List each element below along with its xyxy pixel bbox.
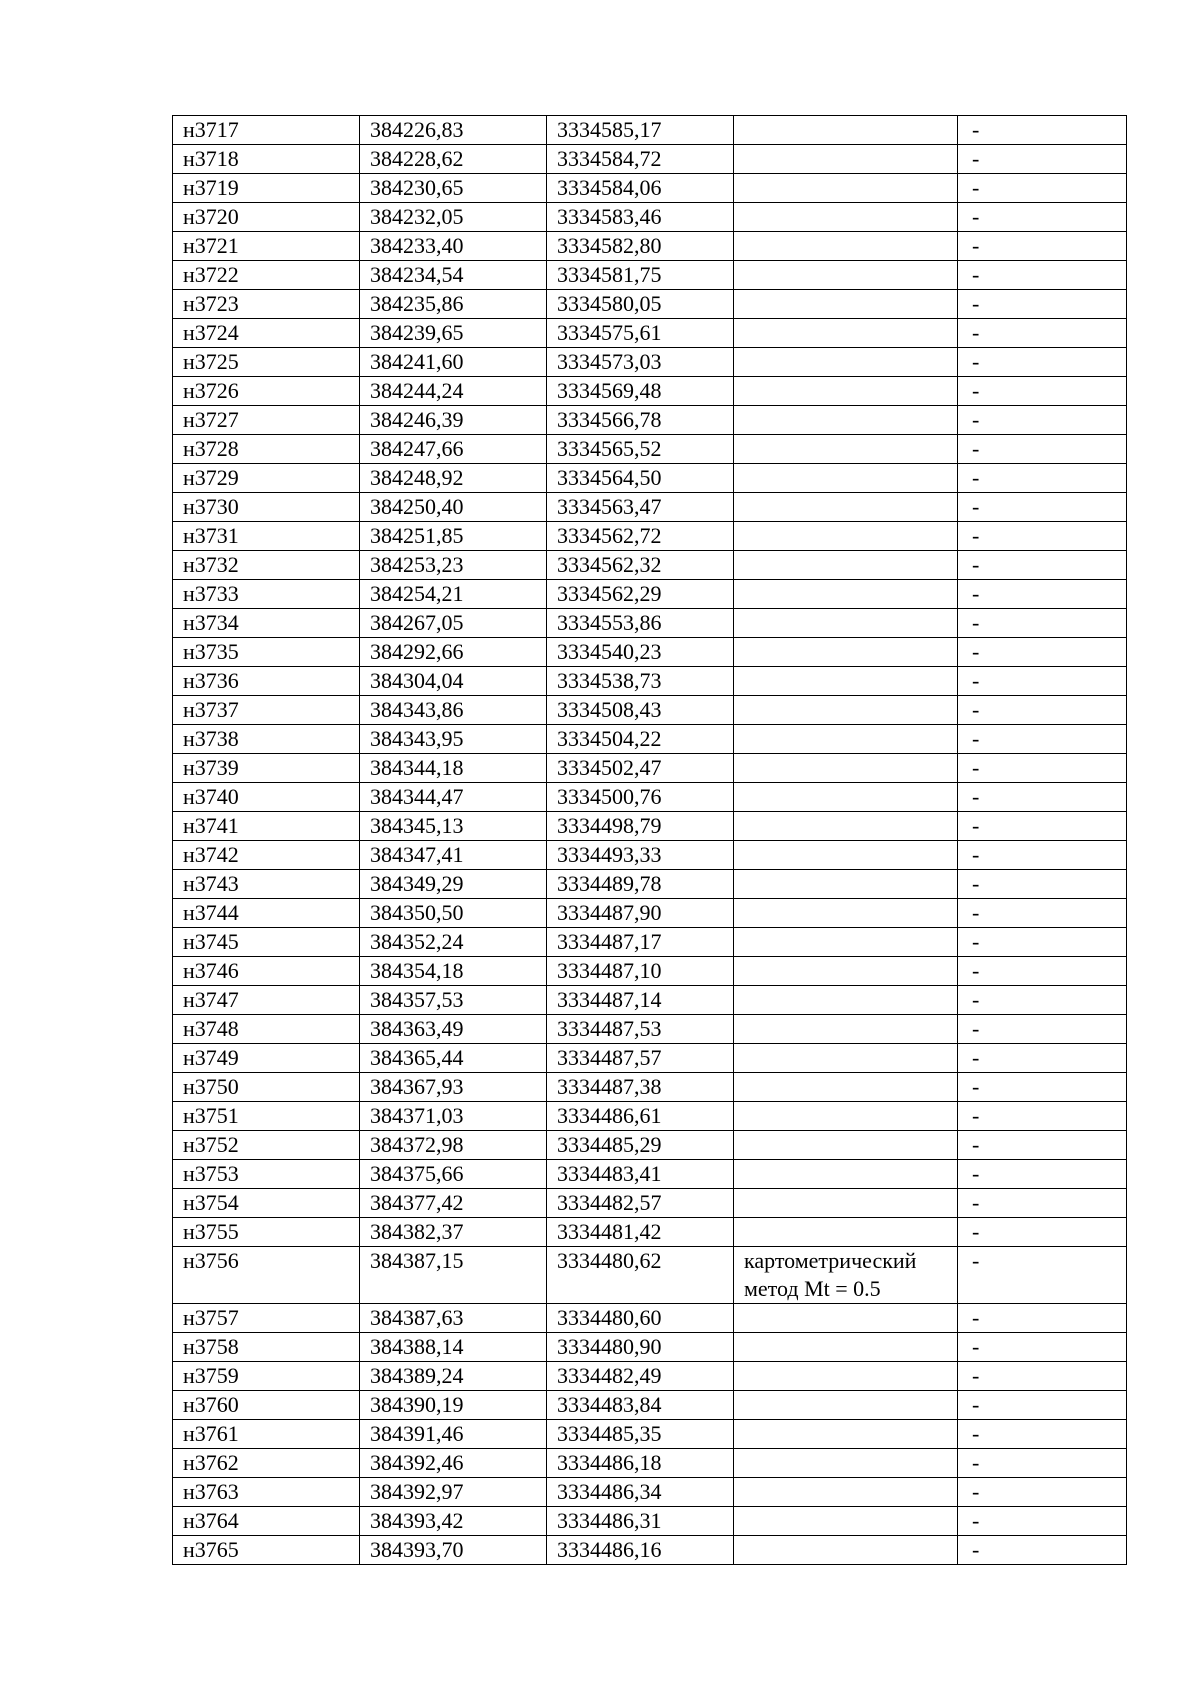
table-row	[173, 870, 1127, 899]
note-cell: -	[958, 696, 1127, 725]
method-cell	[734, 899, 958, 928]
note-cell: -	[958, 203, 1127, 232]
x-coordinate-cell: 384387,63	[360, 1304, 547, 1333]
method-cell	[734, 667, 958, 696]
table-row	[173, 1420, 1127, 1449]
note-cell: -	[958, 290, 1127, 319]
y-coordinate-cell: 3334564,50	[547, 464, 734, 493]
method-cell	[734, 1160, 958, 1189]
point-id-cell: н3728	[173, 435, 360, 464]
method-cell	[734, 290, 958, 319]
note-cell: -	[958, 1507, 1127, 1536]
x-coordinate-cell: 384375,66	[360, 1160, 547, 1189]
y-coordinate-cell: 3334487,17	[547, 928, 734, 957]
method-cell	[734, 145, 958, 174]
table-row	[173, 406, 1127, 435]
x-coordinate-cell: 384235,86	[360, 290, 547, 319]
table-row	[173, 783, 1127, 812]
method-cell	[734, 203, 958, 232]
table-row	[173, 1536, 1127, 1565]
x-coordinate-cell: 384343,86	[360, 696, 547, 725]
coordinates-table-body	[173, 116, 1127, 1565]
table-row	[173, 493, 1127, 522]
table-row	[173, 1391, 1127, 1420]
y-coordinate-cell: 3334487,90	[547, 899, 734, 928]
note-cell: -	[958, 319, 1127, 348]
table-row	[173, 1189, 1127, 1218]
point-id-cell: н3758	[173, 1333, 360, 1362]
note-cell: -	[958, 1304, 1127, 1333]
table-row	[173, 1160, 1127, 1189]
point-id-cell: н3749	[173, 1044, 360, 1073]
point-id-cell: н3744	[173, 899, 360, 928]
table-row	[173, 1449, 1127, 1478]
note-cell: -	[958, 957, 1127, 986]
point-id-cell: н3752	[173, 1131, 360, 1160]
y-coordinate-cell: 3334489,78	[547, 870, 734, 899]
y-coordinate-cell: 3334487,14	[547, 986, 734, 1015]
y-coordinate-cell: 3334508,43	[547, 696, 734, 725]
point-id-cell: н3722	[173, 261, 360, 290]
point-id-cell: н3742	[173, 841, 360, 870]
note-cell: -	[958, 1131, 1127, 1160]
point-id-cell: н3733	[173, 580, 360, 609]
y-coordinate-cell: 3334562,32	[547, 551, 734, 580]
note-cell: -	[958, 754, 1127, 783]
x-coordinate-cell: 384250,40	[360, 493, 547, 522]
y-coordinate-cell: 3334565,52	[547, 435, 734, 464]
point-id-cell: н3739	[173, 754, 360, 783]
x-coordinate-cell: 384246,39	[360, 406, 547, 435]
method-cell	[734, 870, 958, 899]
method-cell	[734, 261, 958, 290]
x-coordinate-cell: 384392,97	[360, 1478, 547, 1507]
table-row	[173, 986, 1127, 1015]
y-coordinate-cell: 3334538,73	[547, 667, 734, 696]
table-row	[173, 1102, 1127, 1131]
point-id-cell: н3759	[173, 1362, 360, 1391]
y-coordinate-cell: 3334482,49	[547, 1362, 734, 1391]
method-cell	[734, 812, 958, 841]
method-cell	[734, 1189, 958, 1218]
method-cell	[734, 406, 958, 435]
x-coordinate-cell: 384241,60	[360, 348, 547, 377]
note-cell: -	[958, 1189, 1127, 1218]
table-row	[173, 1304, 1127, 1333]
y-coordinate-cell: 3334487,57	[547, 1044, 734, 1073]
y-coordinate-cell: 3334485,35	[547, 1420, 734, 1449]
y-coordinate-cell: 3334498,79	[547, 812, 734, 841]
y-coordinate-cell: 3334500,76	[547, 783, 734, 812]
note-cell: -	[958, 1102, 1127, 1131]
y-coordinate-cell: 3334582,80	[547, 232, 734, 261]
table-row	[173, 1015, 1127, 1044]
point-id-cell: н3753	[173, 1160, 360, 1189]
point-id-cell: н3732	[173, 551, 360, 580]
y-coordinate-cell: 3334480,62	[547, 1247, 734, 1304]
table-row	[173, 1247, 1127, 1304]
x-coordinate-cell: 384350,50	[360, 899, 547, 928]
method-cell	[734, 754, 958, 783]
y-coordinate-cell: 3334581,75	[547, 261, 734, 290]
point-id-cell: н3764	[173, 1507, 360, 1536]
note-cell: -	[958, 1449, 1127, 1478]
table-row	[173, 348, 1127, 377]
method-cell	[734, 783, 958, 812]
note-cell: -	[958, 145, 1127, 174]
x-coordinate-cell: 384367,93	[360, 1073, 547, 1102]
note-cell: -	[958, 1160, 1127, 1189]
table-row	[173, 174, 1127, 203]
note-cell: -	[958, 406, 1127, 435]
method-cell	[734, 725, 958, 754]
y-coordinate-cell: 3334480,60	[547, 1304, 734, 1333]
note-cell: -	[958, 667, 1127, 696]
point-id-cell: н3724	[173, 319, 360, 348]
x-coordinate-cell: 384267,05	[360, 609, 547, 638]
table-row	[173, 1073, 1127, 1102]
y-coordinate-cell: 3334483,84	[547, 1391, 734, 1420]
method-cell	[734, 1044, 958, 1073]
x-coordinate-cell: 384304,04	[360, 667, 547, 696]
x-coordinate-cell: 384232,05	[360, 203, 547, 232]
x-coordinate-cell: 384363,49	[360, 1015, 547, 1044]
method-cell	[734, 1073, 958, 1102]
note-cell: -	[958, 522, 1127, 551]
x-coordinate-cell: 384365,44	[360, 1044, 547, 1073]
x-coordinate-cell: 384389,24	[360, 1362, 547, 1391]
y-coordinate-cell: 3334486,34	[547, 1478, 734, 1507]
x-coordinate-cell: 384230,65	[360, 174, 547, 203]
table-row	[173, 1131, 1127, 1160]
table-row	[173, 551, 1127, 580]
table-row	[173, 667, 1127, 696]
y-coordinate-cell: 3334584,72	[547, 145, 734, 174]
x-coordinate-cell: 384292,66	[360, 638, 547, 667]
method-cell	[734, 522, 958, 551]
method-cell	[734, 696, 958, 725]
method-cell	[734, 116, 958, 145]
point-id-cell: н3746	[173, 957, 360, 986]
x-coordinate-cell: 384382,37	[360, 1218, 547, 1247]
method-cell	[734, 435, 958, 464]
point-id-cell: н3760	[173, 1391, 360, 1420]
table-row	[173, 1362, 1127, 1391]
method-cell	[734, 841, 958, 870]
table-row	[173, 725, 1127, 754]
note-cell: -	[958, 986, 1127, 1015]
table-row	[173, 1044, 1127, 1073]
y-coordinate-cell: 3334486,31	[547, 1507, 734, 1536]
note-cell: -	[958, 174, 1127, 203]
x-coordinate-cell: 384234,54	[360, 261, 547, 290]
table-row	[173, 435, 1127, 464]
table-row	[173, 1333, 1127, 1362]
note-cell: -	[958, 232, 1127, 261]
method-cell	[734, 1449, 958, 1478]
table-row	[173, 638, 1127, 667]
point-id-cell: н3727	[173, 406, 360, 435]
x-coordinate-cell: 384357,53	[360, 986, 547, 1015]
method-cell	[734, 609, 958, 638]
point-id-cell: н3751	[173, 1102, 360, 1131]
x-coordinate-cell: 384253,23	[360, 551, 547, 580]
x-coordinate-cell: 384251,85	[360, 522, 547, 551]
point-id-cell: н3763	[173, 1478, 360, 1507]
y-coordinate-cell: 3334486,18	[547, 1449, 734, 1478]
point-id-cell: н3734	[173, 609, 360, 638]
method-cell	[734, 174, 958, 203]
table-row	[173, 899, 1127, 928]
y-coordinate-cell: 3334486,16	[547, 1536, 734, 1565]
method-cell	[734, 1131, 958, 1160]
note-cell: -	[958, 348, 1127, 377]
note-cell: -	[958, 1073, 1127, 1102]
point-id-cell: н3762	[173, 1449, 360, 1478]
x-coordinate-cell: 384377,42	[360, 1189, 547, 1218]
table-row	[173, 1218, 1127, 1247]
note-cell: -	[958, 377, 1127, 406]
y-coordinate-cell: 3334483,41	[547, 1160, 734, 1189]
note-cell: -	[958, 870, 1127, 899]
method-cell	[734, 1420, 958, 1449]
x-coordinate-cell: 384247,66	[360, 435, 547, 464]
note-cell: -	[958, 1015, 1127, 1044]
note-cell: -	[958, 812, 1127, 841]
method-cell	[734, 551, 958, 580]
note-cell: -	[958, 1362, 1127, 1391]
table-row	[173, 754, 1127, 783]
method-cell	[734, 377, 958, 406]
point-id-cell: н3765	[173, 1536, 360, 1565]
x-coordinate-cell: 384248,92	[360, 464, 547, 493]
method-cell	[734, 1304, 958, 1333]
x-coordinate-cell: 384233,40	[360, 232, 547, 261]
x-coordinate-cell: 384352,24	[360, 928, 547, 957]
coordinates-table	[172, 115, 1127, 1565]
note-cell: -	[958, 580, 1127, 609]
point-id-cell: н3717	[173, 116, 360, 145]
point-id-cell: н3720	[173, 203, 360, 232]
method-cell	[734, 1102, 958, 1131]
point-id-cell: н3740	[173, 783, 360, 812]
x-coordinate-cell: 384239,65	[360, 319, 547, 348]
y-coordinate-cell: 3334562,72	[547, 522, 734, 551]
method-cell	[734, 1218, 958, 1247]
table-row	[173, 841, 1127, 870]
point-id-cell: н3735	[173, 638, 360, 667]
method-cell	[734, 957, 958, 986]
y-coordinate-cell: 3334493,33	[547, 841, 734, 870]
x-coordinate-cell: 384344,47	[360, 783, 547, 812]
point-id-cell: н3729	[173, 464, 360, 493]
y-coordinate-cell: 3334566,78	[547, 406, 734, 435]
point-id-cell: н3721	[173, 232, 360, 261]
method-cell	[734, 1333, 958, 1362]
y-coordinate-cell: 3334487,53	[547, 1015, 734, 1044]
point-id-cell: н3743	[173, 870, 360, 899]
note-cell: -	[958, 725, 1127, 754]
point-id-cell: н3750	[173, 1073, 360, 1102]
x-coordinate-cell: 384391,46	[360, 1420, 547, 1449]
x-coordinate-cell: 384254,21	[360, 580, 547, 609]
method-cell	[734, 232, 958, 261]
x-coordinate-cell: 384226,83	[360, 116, 547, 145]
table-row	[173, 522, 1127, 551]
point-id-cell: н3723	[173, 290, 360, 319]
note-cell: -	[958, 928, 1127, 957]
point-id-cell: н3754	[173, 1189, 360, 1218]
y-coordinate-cell: 3334563,47	[547, 493, 734, 522]
method-cell	[734, 464, 958, 493]
point-id-cell: н3737	[173, 696, 360, 725]
x-coordinate-cell: 384390,19	[360, 1391, 547, 1420]
table-row	[173, 232, 1127, 261]
point-id-cell: н3757	[173, 1304, 360, 1333]
x-coordinate-cell: 384371,03	[360, 1102, 547, 1131]
y-coordinate-cell: 3334562,29	[547, 580, 734, 609]
note-cell: -	[958, 1420, 1127, 1449]
method-cell	[734, 493, 958, 522]
method-cell	[734, 1391, 958, 1420]
table-row	[173, 928, 1127, 957]
note-cell: -	[958, 1247, 1127, 1304]
note-cell: -	[958, 435, 1127, 464]
note-cell: -	[958, 899, 1127, 928]
x-coordinate-cell: 384347,41	[360, 841, 547, 870]
x-coordinate-cell: 384345,13	[360, 812, 547, 841]
point-id-cell: н3730	[173, 493, 360, 522]
table-row	[173, 580, 1127, 609]
method-cell	[734, 319, 958, 348]
x-coordinate-cell: 384244,24	[360, 377, 547, 406]
x-coordinate-cell: 384344,18	[360, 754, 547, 783]
y-coordinate-cell: 3334540,23	[547, 638, 734, 667]
table-row	[173, 377, 1127, 406]
point-id-cell: н3741	[173, 812, 360, 841]
table-row	[173, 203, 1127, 232]
x-coordinate-cell: 384392,46	[360, 1449, 547, 1478]
y-coordinate-cell: 3334482,57	[547, 1189, 734, 1218]
table-row	[173, 957, 1127, 986]
table-row	[173, 290, 1127, 319]
y-coordinate-cell: 3334583,46	[547, 203, 734, 232]
x-coordinate-cell: 384393,42	[360, 1507, 547, 1536]
point-id-cell: н3725	[173, 348, 360, 377]
x-coordinate-cell: 384388,14	[360, 1333, 547, 1362]
y-coordinate-cell: 3334480,90	[547, 1333, 734, 1362]
point-id-cell: н3726	[173, 377, 360, 406]
y-coordinate-cell: 3334580,05	[547, 290, 734, 319]
y-coordinate-cell: 3334573,03	[547, 348, 734, 377]
note-cell: -	[958, 464, 1127, 493]
y-coordinate-cell: 3334569,48	[547, 377, 734, 406]
point-id-cell: н3745	[173, 928, 360, 957]
y-coordinate-cell: 3334502,47	[547, 754, 734, 783]
table-row	[173, 116, 1127, 145]
method-cell	[734, 1507, 958, 1536]
method-cell	[734, 928, 958, 957]
x-coordinate-cell: 384393,70	[360, 1536, 547, 1565]
point-id-cell: н3718	[173, 145, 360, 174]
table-row	[173, 609, 1127, 638]
x-coordinate-cell: 384349,29	[360, 870, 547, 899]
table-row	[173, 464, 1127, 493]
point-id-cell: н3761	[173, 1420, 360, 1449]
note-cell: -	[958, 1044, 1127, 1073]
y-coordinate-cell: 3334553,86	[547, 609, 734, 638]
note-cell: -	[958, 841, 1127, 870]
point-id-cell: н3731	[173, 522, 360, 551]
x-coordinate-cell: 384343,95	[360, 725, 547, 754]
method-cell	[734, 580, 958, 609]
method-cell	[734, 1478, 958, 1507]
note-cell: -	[958, 1333, 1127, 1362]
x-coordinate-cell: 384372,98	[360, 1131, 547, 1160]
note-cell: -	[958, 1536, 1127, 1565]
note-cell: -	[958, 638, 1127, 667]
point-id-cell: н3755	[173, 1218, 360, 1247]
table-row	[173, 319, 1127, 348]
method-cell	[734, 1362, 958, 1391]
table-row	[173, 1478, 1127, 1507]
note-cell: -	[958, 551, 1127, 580]
y-coordinate-cell: 3334504,22	[547, 725, 734, 754]
y-coordinate-cell: 3334486,61	[547, 1102, 734, 1131]
x-coordinate-cell: 384228,62	[360, 145, 547, 174]
note-cell: -	[958, 1478, 1127, 1507]
point-id-cell: н3736	[173, 667, 360, 696]
note-cell: -	[958, 116, 1127, 145]
point-id-cell: н3738	[173, 725, 360, 754]
y-coordinate-cell: 3334487,38	[547, 1073, 734, 1102]
note-cell: -	[958, 783, 1127, 812]
y-coordinate-cell: 3334485,29	[547, 1131, 734, 1160]
x-coordinate-cell: 384354,18	[360, 957, 547, 986]
table-row	[173, 261, 1127, 290]
point-id-cell: н3719	[173, 174, 360, 203]
y-coordinate-cell: 3334575,61	[547, 319, 734, 348]
note-cell: -	[958, 1391, 1127, 1420]
note-cell: -	[958, 1218, 1127, 1247]
method-cell	[734, 348, 958, 377]
method-cell	[734, 986, 958, 1015]
y-coordinate-cell: 3334487,10	[547, 957, 734, 986]
y-coordinate-cell: 3334585,17	[547, 116, 734, 145]
note-cell: -	[958, 261, 1127, 290]
point-id-cell: н3748	[173, 1015, 360, 1044]
y-coordinate-cell: 3334584,06	[547, 174, 734, 203]
table-row	[173, 696, 1127, 725]
method-cell	[734, 1536, 958, 1565]
table-row	[173, 812, 1127, 841]
method-cell	[734, 1015, 958, 1044]
method-cell: картометрический метод Mt = 0.5	[734, 1247, 958, 1304]
table-row	[173, 145, 1127, 174]
point-id-cell: н3756	[173, 1247, 360, 1304]
note-cell: -	[958, 609, 1127, 638]
note-cell: -	[958, 493, 1127, 522]
x-coordinate-cell: 384387,15	[360, 1247, 547, 1304]
point-id-cell: н3747	[173, 986, 360, 1015]
table-row	[173, 1507, 1127, 1536]
method-cell	[734, 638, 958, 667]
y-coordinate-cell: 3334481,42	[547, 1218, 734, 1247]
